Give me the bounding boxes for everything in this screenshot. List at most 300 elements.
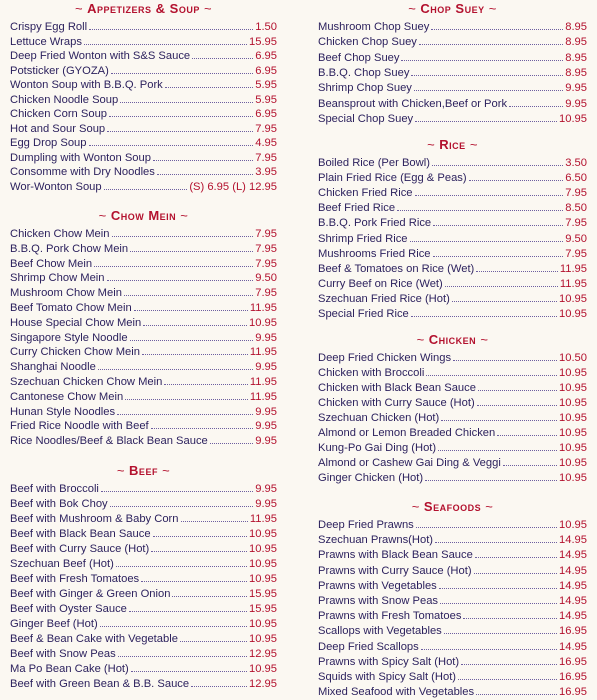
menu-item-price: 10.50 <box>559 352 587 364</box>
dot-leader <box>503 454 557 466</box>
menu-item-price: 3.95 <box>255 166 277 178</box>
menu-item-price: 14.95 <box>559 640 587 653</box>
menu-item-price: 14.95 <box>559 534 587 547</box>
tilde-ornament: ~ <box>427 137 436 152</box>
menu-item-name: Beef Chow Mein <box>10 257 93 270</box>
dot-leader <box>475 546 557 558</box>
menu-item <box>10 510 277 525</box>
menu-item-name: Szechuan Chicken (Hot) <box>318 412 440 424</box>
menu-item <box>10 525 277 540</box>
menu-item <box>10 645 277 660</box>
dot-leader <box>432 154 563 166</box>
section-heading-beef <box>10 462 277 480</box>
menu-item-name: Almond or Cashew Gai Ding & Veggi <box>318 457 501 469</box>
menu-item-name: Potsticker (GYOZA) <box>10 64 109 77</box>
menu-item-price: 10.95 <box>559 427 587 439</box>
dot-leader <box>143 314 247 326</box>
menu-item-price: 1.50 <box>255 21 277 33</box>
menu-item <box>10 373 277 388</box>
dot-leader <box>210 432 253 444</box>
menu-item-name: Prawns with Spicy Salt (Hot) <box>318 655 460 668</box>
menu-item <box>10 432 277 447</box>
dot-leader <box>458 668 557 680</box>
dot-leader <box>509 95 563 107</box>
dot-leader <box>411 64 563 76</box>
menu-item-price: 7.95 <box>255 122 277 135</box>
menu-item-price: 9.50 <box>565 232 587 245</box>
tilde-ornament: ~ <box>416 332 425 347</box>
menu-item-price: 10.95 <box>559 382 587 394</box>
menu-item-price: 11.95 <box>249 302 277 314</box>
menu-item <box>318 245 587 260</box>
section-title: Beef <box>129 463 158 478</box>
menu-item-name: Curry Beef on Rice (Wet) <box>318 277 443 290</box>
dot-leader <box>111 62 253 74</box>
menu-item-name: B.B.Q. Chop Suey <box>318 66 410 79</box>
menu-item-price: 10.95 <box>249 316 277 329</box>
dot-leader <box>109 105 253 117</box>
dot-leader <box>478 379 557 391</box>
tilde-ornament: ~ <box>485 499 494 514</box>
menu-item <box>318 622 587 637</box>
menu-item-price: 11.95 <box>249 346 277 359</box>
menu-item-price: 11.95 <box>249 513 277 525</box>
menu-item <box>318 516 587 531</box>
menu-item-price: 10.95 <box>249 543 277 555</box>
menu-item <box>318 79 587 94</box>
dot-leader <box>415 184 564 196</box>
menu-item <box>318 439 587 454</box>
dot-leader <box>431 18 563 30</box>
menu-item-name: Hot and Sour Soup <box>10 122 106 135</box>
dot-leader <box>84 33 247 45</box>
dot-leader <box>153 525 247 537</box>
menu-item-name: Mushrooms Fried Rice <box>318 247 431 260</box>
menu-item-price: (S) 6.95 (L) 12.95 <box>189 180 277 193</box>
dot-leader <box>435 531 557 543</box>
menu-item <box>318 562 587 577</box>
menu-item <box>10 240 277 255</box>
menu-item-name: Squids with Spicy Salt (Hot) <box>318 671 457 683</box>
dot-leader <box>107 269 254 281</box>
menu-item-name: Special Chop Suey <box>318 112 414 125</box>
dot-leader <box>151 540 247 552</box>
menu-item-price: 10.95 <box>249 633 277 645</box>
tilde-ornament: ~ <box>74 1 84 16</box>
menu-item-name: Chicken Corn Soup <box>10 108 108 120</box>
dot-leader <box>118 645 247 657</box>
menu-item-price: 12.95 <box>249 648 277 660</box>
menu-item-price: 11.95 <box>559 277 587 290</box>
menu-item <box>10 630 277 645</box>
menu-item <box>10 76 277 91</box>
tilde-ornament: ~ <box>203 1 213 16</box>
dot-leader <box>419 33 563 45</box>
menu-item-name: Cantonese Chow Mein <box>10 390 124 403</box>
menu-item <box>318 260 587 275</box>
section-heading-rice <box>318 136 587 154</box>
menu-item <box>10 134 277 149</box>
menu-item-price: 10.95 <box>559 292 587 305</box>
dot-leader <box>142 343 248 355</box>
dot-leader <box>180 630 247 642</box>
menu-item-price: 14.95 <box>559 564 587 577</box>
menu-item <box>318 64 587 79</box>
menu-item <box>318 95 587 110</box>
menu-item-price: 5.95 <box>255 93 277 106</box>
menu-item-price: 10.95 <box>249 528 277 540</box>
menu-item-name: Beef Fried Rice <box>318 202 396 215</box>
menu-item <box>10 299 277 314</box>
menu-item-name: Wonton Soup with B.B.Q. Pork <box>10 79 163 91</box>
menu-item-price: 14.95 <box>559 610 587 623</box>
menu-item <box>10 105 277 120</box>
dot-leader <box>157 163 253 175</box>
menu-item-name: Beef with Broccoli <box>10 483 99 495</box>
menu-item-name: B.B.Q. Pork Chow Mein <box>10 242 129 255</box>
section-title: Chicken <box>428 332 477 347</box>
menu-item-name: Beef Tomato Chow Mein <box>10 302 132 314</box>
menu-item-name: Beef Chop Suey <box>318 51 400 64</box>
menu-item-price: 11.95 <box>249 376 277 388</box>
menu-item-price: 10.95 <box>559 519 587 531</box>
dot-leader <box>463 607 557 619</box>
menu-item <box>318 409 587 424</box>
menu-item-price: 9.50 <box>255 272 277 285</box>
menu-item <box>10 417 277 432</box>
menu-item <box>318 49 587 64</box>
menu-item-price: 7.95 <box>255 228 277 240</box>
menu-item <box>318 184 587 199</box>
section-heading-seafoods <box>318 498 587 516</box>
menu-item <box>318 18 587 33</box>
menu-item-price: 9.95 <box>255 420 277 433</box>
dot-leader <box>452 290 557 302</box>
menu-item-name: Chicken Noodle Soup <box>10 93 119 106</box>
menu-item-price: 9.95 <box>255 435 277 448</box>
menu-item-name: Singapore Style Noodle <box>10 331 128 344</box>
menu-item <box>318 199 587 214</box>
dot-leader <box>461 653 557 665</box>
menu-item <box>10 540 277 555</box>
menu-item <box>10 358 277 373</box>
dot-leader <box>131 660 247 672</box>
menu-item-name: Hunan Style Noodles <box>10 405 116 418</box>
menu-item-name: Kung-Po Gai Ding (Hot) <box>318 442 437 454</box>
menu-item <box>318 577 587 592</box>
menu-item-name: Shrimp Fried Rice <box>318 232 408 245</box>
menu-item-price: 16.95 <box>559 625 587 638</box>
menu-item-name: Beef with Snow Peas <box>10 648 116 660</box>
menu-item-price: 16.95 <box>559 655 587 668</box>
section-title: Seafoods <box>423 499 482 514</box>
dot-leader <box>191 675 247 687</box>
dot-leader <box>107 120 253 132</box>
menu-item-name: Chicken Fried Rice <box>318 187 413 200</box>
menu-item-name: Deep Fried Scallops <box>318 640 419 653</box>
menu-item-name: Szechuan Fried Rice (Hot) <box>318 292 450 305</box>
menu-item <box>10 269 277 284</box>
menu-item <box>10 388 277 403</box>
menu-item <box>10 585 277 600</box>
menu-item-price: 10.95 <box>249 663 277 675</box>
menu-item <box>318 154 587 169</box>
menu-item-name: Wor-Wonton Soup <box>10 180 102 193</box>
menu-item <box>318 668 587 683</box>
menu-item-name: Egg Drop Soup <box>10 137 87 149</box>
menu-item <box>318 653 587 668</box>
menu-item-name: Consomme with Dry Noodles <box>10 166 155 178</box>
menu-item-price: 9.95 <box>255 483 277 495</box>
menu-item-price: 7.95 <box>565 247 587 260</box>
menu-item-price: 3.50 <box>565 157 587 169</box>
menu-item <box>10 163 277 178</box>
menu-item-price: 14.95 <box>559 579 587 592</box>
menu-item-price: 10.95 <box>559 472 587 484</box>
menu-item <box>10 33 277 48</box>
section-title: Chow Mein <box>110 208 177 223</box>
dot-leader <box>172 585 247 597</box>
menu-item-price: 10.95 <box>249 618 277 630</box>
menu-item-price: 4.95 <box>255 137 277 149</box>
menu-item-name: Mushroom Chow Mein <box>10 287 122 300</box>
dot-leader <box>151 417 254 429</box>
menu-item <box>318 683 587 698</box>
dot-leader <box>94 255 253 267</box>
menu-item <box>318 290 587 305</box>
tilde-ornament: ~ <box>488 1 497 16</box>
menu-item <box>318 305 587 320</box>
menu-item <box>318 454 587 469</box>
menu-item-name: Beef with Green Bean & B.B. Sauce <box>10 678 190 690</box>
dot-leader <box>104 178 188 190</box>
dot-leader <box>124 284 253 296</box>
menu-item-price: 9.95 <box>255 498 277 510</box>
menu-item-name: Prawns with Snow Peas <box>318 595 439 607</box>
section-title: Chop Suey <box>420 1 485 16</box>
menu-item-name: Beef with Bok Choy <box>10 498 108 510</box>
menu-item-name: Shrimp Chop Suey <box>318 82 412 95</box>
menu-item-price: 15.95 <box>249 35 277 48</box>
dot-leader <box>469 169 564 181</box>
dot-leader <box>414 79 563 91</box>
menu-item-price: 7.95 <box>255 257 277 270</box>
dot-leader <box>441 409 557 421</box>
menu-item-name: Mushroom Chop Suey <box>318 21 430 33</box>
dot-leader <box>192 47 253 59</box>
tilde-ornament: ~ <box>480 332 489 347</box>
menu-item-name: Ma Po Bean Cake (Hot) <box>10 663 129 675</box>
dot-leader <box>476 260 558 272</box>
menu-item <box>318 364 587 379</box>
menu-item-price: 6.50 <box>565 172 587 185</box>
menu-item-price: 9.95 <box>255 331 277 344</box>
menu-item <box>10 255 277 270</box>
menu-item-name: Chicken with Black Bean Sauce <box>318 382 476 394</box>
menu-item <box>10 660 277 675</box>
menu-item-price: 6.95 <box>255 64 277 77</box>
menu-item-price: 10.95 <box>559 367 587 379</box>
menu-item-name: Prawns with Curry Sauce (Hot) <box>318 564 472 577</box>
menu-item-name: Szechuan Chicken Chow Mein <box>10 376 163 388</box>
menu-item-price: 9.95 <box>255 361 277 374</box>
menu-item <box>318 275 587 290</box>
dot-leader <box>401 49 563 61</box>
menu-item-name: Fried Rice Noodle with Beef <box>10 420 149 433</box>
menu-item <box>318 607 587 622</box>
dot-leader <box>477 394 557 406</box>
menu-item-name: House Special Chow Mein <box>10 316 142 329</box>
dot-leader <box>130 329 254 341</box>
tilde-ornament: ~ <box>162 463 171 478</box>
menu-item-price: 7.95 <box>565 187 587 200</box>
menu-item-price: 11.95 <box>559 262 587 275</box>
menu-item-price: 9.95 <box>565 97 587 110</box>
dot-leader <box>130 240 253 252</box>
menu-item-price: 7.95 <box>255 151 277 164</box>
dot-leader <box>411 305 557 317</box>
menu-item <box>10 343 277 358</box>
section-heading-chicken <box>318 331 587 349</box>
menu-item-price: 8.95 <box>565 21 587 33</box>
menu-item <box>10 495 277 510</box>
menu-item-price: 16.95 <box>559 671 587 683</box>
menu-item-price: 15.95 <box>249 603 277 615</box>
menu-item-price: 10.95 <box>559 442 587 454</box>
menu-item-price: 5.95 <box>255 79 277 91</box>
menu-item-price: 16.95 <box>559 686 587 699</box>
menu-item-name: Chicken with Broccoli <box>318 367 425 379</box>
menu-item-price: 8.50 <box>565 202 587 215</box>
menu-item-name: Boiled Rice (Per Bowl) <box>318 157 430 169</box>
menu-item-name: Prawns with Vegetables <box>318 579 437 592</box>
menu-item-price: 10.95 <box>559 308 587 320</box>
menu-item-price: 11.95 <box>249 390 277 403</box>
menu-item-price: 8.95 <box>565 36 587 49</box>
menu-item-price: 10.95 <box>249 573 277 585</box>
menu-item-name: Beef & Tomatoes on Rice (Wet) <box>318 262 475 275</box>
dot-leader <box>134 299 248 311</box>
dot-leader <box>165 76 253 88</box>
dot-leader <box>397 199 563 211</box>
dot-leader <box>141 570 247 582</box>
menu-item-name: Beef with Ginger & Green Onion <box>10 588 171 600</box>
section-heading-chop-suey <box>318 0 587 18</box>
menu-item-name: Beef & Bean Cake with Vegetable <box>10 633 178 645</box>
tilde-ornament: ~ <box>116 463 125 478</box>
menu-item <box>10 284 277 299</box>
menu-item-name: Rice Noodles/Beef & Black Bean Sauce <box>10 435 208 448</box>
dot-leader <box>439 577 557 589</box>
dot-leader <box>101 480 253 492</box>
tilde-ornament: ~ <box>469 137 478 152</box>
dot-leader <box>120 91 253 103</box>
menu-item-name: Beef with Mushroom & Baby Corn <box>10 513 179 525</box>
menu-item-price: 9.95 <box>255 405 277 418</box>
menu-item <box>318 638 587 653</box>
menu-item <box>10 314 277 329</box>
menu-item-name: Beef with Oyster Sauce <box>10 603 127 615</box>
menu-item <box>318 214 587 229</box>
dot-leader <box>89 18 253 30</box>
menu-item-name: B.B.Q. Pork Fried Rice <box>318 217 432 230</box>
menu-item-name: Szechuan Beef (Hot) <box>10 558 114 570</box>
menu-item <box>10 18 277 33</box>
dot-leader <box>476 683 557 695</box>
tilde-ornament: ~ <box>180 208 189 223</box>
menu-item-name: Deep Fried Prawns <box>318 519 414 531</box>
menu-item <box>10 570 277 585</box>
menu-item-name: Prawns with Black Bean Sauce <box>318 549 473 562</box>
dot-leader <box>98 358 253 370</box>
menu-item-price: 6.95 <box>255 108 277 120</box>
menu-item-price: 14.95 <box>559 549 587 562</box>
menu-item <box>10 178 277 193</box>
dot-leader <box>438 439 557 451</box>
menu-item <box>318 424 587 439</box>
menu-item <box>10 149 277 164</box>
menu-item-price: 14.95 <box>559 595 587 607</box>
menu-item <box>318 469 587 484</box>
menu-item-name: Lettuce Wraps <box>10 35 82 48</box>
menu-item <box>10 555 277 570</box>
menu-item-name: Dumpling with Wonton Soup <box>10 151 151 164</box>
dot-leader <box>112 225 254 237</box>
menu-item <box>318 394 587 409</box>
dot-leader <box>474 562 557 574</box>
menu-item-name: Beef with Fresh Tomatoes <box>10 573 140 585</box>
menu-item <box>10 480 277 495</box>
dot-leader <box>100 615 247 627</box>
dot-leader <box>453 349 557 361</box>
menu-item <box>10 62 277 77</box>
dot-leader <box>426 364 557 376</box>
menu-item-price: 7.95 <box>255 242 277 255</box>
menu-item <box>318 33 587 48</box>
menu-item-name: Chicken Chow Mein <box>10 228 110 240</box>
section-heading-chow-mein <box>10 207 277 225</box>
menu-item-price: 10.95 <box>559 457 587 469</box>
menu-item <box>10 91 277 106</box>
dot-leader <box>425 469 557 481</box>
menu-item-name: Szechuan Prawns(Hot) <box>318 534 434 547</box>
menu-item-price: 6.95 <box>255 50 277 62</box>
menu-item <box>318 110 587 125</box>
dot-leader <box>444 622 557 634</box>
menu-item <box>10 403 277 418</box>
menu-item-price: 10.95 <box>249 558 277 570</box>
menu-item-name: Deep Fried Chicken Wings <box>318 352 452 364</box>
menu-item-name: Chicken with Curry Sauce (Hot) <box>318 397 475 409</box>
menu-item-name: Special Fried Rice <box>318 308 409 320</box>
menu-item <box>318 169 587 184</box>
menu-item-price: 8.95 <box>565 66 587 79</box>
menu-item-name: Crispy Egg Roll <box>10 21 88 33</box>
menu-item-price: 7.95 <box>565 217 587 230</box>
menu-item <box>318 379 587 394</box>
dot-leader <box>410 230 564 242</box>
menu-item-price: 10.95 <box>559 412 587 424</box>
menu-item-price: 12.95 <box>249 678 277 690</box>
dot-leader <box>433 245 564 257</box>
dot-leader <box>497 424 557 436</box>
dot-leader <box>117 403 253 415</box>
menu-item-name: Plain Fried Rice (Egg & Peas) <box>318 172 467 185</box>
menu-item-price: 7.95 <box>255 287 277 300</box>
menu-item-name: Beef with Curry Sauce (Hot) <box>10 543 150 555</box>
menu-item-name: Scallops with Vegetables <box>318 625 442 638</box>
menu-item-name: Almond or Lemon Breaded Chicken <box>318 427 496 439</box>
